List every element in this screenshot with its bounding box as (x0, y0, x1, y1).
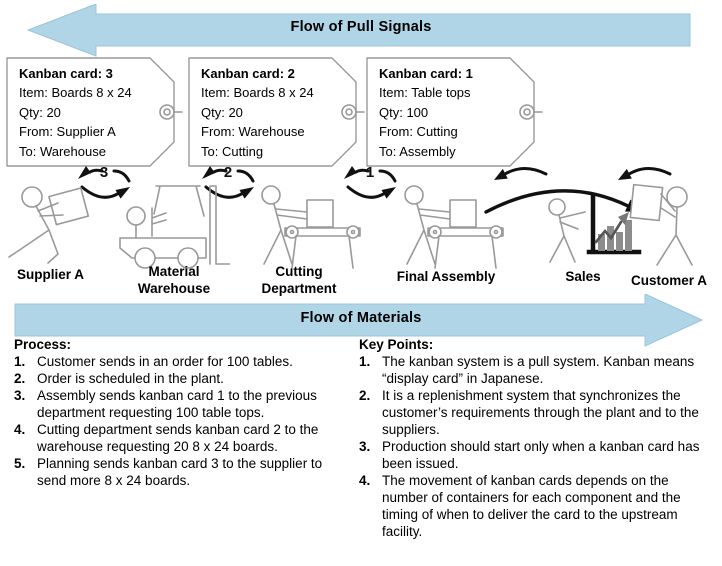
key-points-section (359, 336, 716, 540)
card-qty: Qty: 20 (19, 104, 61, 120)
card-from: From: Supplier A (19, 124, 116, 140)
card-qty: Qty: 20 (201, 104, 243, 120)
pull-signals-label: Flow of Pull Signals (290, 19, 432, 35)
customer-figure (622, 180, 717, 275)
item-text: It is a replenishment system that synchronizes the customer’s requirements through the plant and to the suppliers. (382, 388, 699, 437)
card-from: From: Warehouse (201, 124, 305, 140)
card-qty: Qty: 100 (379, 104, 429, 120)
key-points-heading: Key Points: (359, 337, 434, 352)
card-title: Kanban card: 2 (201, 66, 295, 81)
station-label-assembly: Final Assembly (396, 269, 496, 284)
item-number: 1. (359, 354, 371, 369)
station-label-cutting: Cutting Department (261, 264, 337, 296)
kanban-number-1: 1 (365, 164, 375, 181)
item-text: The kanban system is a pull system. Kanban means “display card” in Japanese. (382, 354, 695, 386)
station-label-supplier: Supplier A (16, 267, 84, 282)
item-text: Cutting department sends kanban card 2 to the warehouse requesting 20 8 x 24 boards. (37, 422, 319, 454)
card-item: Item: Boards 8 x 24 (19, 85, 132, 101)
item-number: 4. (359, 473, 371, 488)
materials-label: Flow of Materials (300, 310, 422, 326)
item-number: 2. (14, 371, 26, 386)
list-item (359, 387, 716, 438)
list-item (14, 370, 354, 387)
station-label-customer: Customer A (630, 273, 707, 288)
kanban-number-3: 3 (99, 164, 109, 181)
kanban-number-2: 2 (223, 164, 233, 181)
list-item (14, 387, 354, 421)
item-text: Assembly sends kanban card 1 to the previous department requesting 100 table tops. (37, 388, 317, 420)
list-item (14, 455, 354, 489)
item-text: Planning sends kanban card 3 to the supplier to send more 8 x 24 boards. (37, 456, 323, 488)
item-text: Customer sends in an order for 100 tables. (37, 354, 293, 369)
card-from: From: Cutting (379, 124, 458, 140)
item-number: 3. (359, 439, 371, 454)
item-number: 5. (14, 456, 26, 471)
station-label-warehouse: Material Warehouse (137, 264, 211, 296)
card-item: Item: Table tops (379, 85, 471, 101)
list-item (14, 421, 354, 455)
process-section (14, 336, 354, 489)
process-heading: Process: (14, 337, 72, 352)
kanban-card-3 (6, 57, 188, 167)
list-item (359, 353, 716, 387)
item-text: The movement of kanban cards depends on the number of containers for each component and the timing of when to deliver the card to the upstream facility. (382, 473, 681, 539)
card-to: To: Cutting (201, 143, 264, 159)
card-to: To: Warehouse (19, 143, 106, 159)
cutting-worker-figure (252, 184, 367, 272)
kanban-card-1 (366, 57, 548, 167)
card-item: Item: Boards 8 x 24 (201, 85, 314, 101)
card-title: Kanban card: 3 (19, 66, 113, 81)
item-text: Order is scheduled in the plant. (37, 371, 224, 386)
list-item (14, 353, 354, 370)
card-to: To: Assembly (379, 143, 456, 159)
card-title: Kanban card: 1 (379, 66, 473, 81)
list-item (359, 472, 716, 540)
forklift-icon (112, 182, 230, 270)
kanban-card-2 (188, 57, 370, 167)
station-label-sales: Sales (565, 269, 601, 284)
assembly-worker-figure (395, 184, 510, 272)
item-number: 1. (14, 354, 26, 369)
list-item (359, 438, 716, 472)
item-number: 2. (359, 388, 371, 403)
item-number: 3. (14, 388, 26, 403)
supplier-figure (2, 183, 107, 268)
item-text: Production should start only when a kanban card has been issued. (382, 439, 700, 471)
item-number: 4. (14, 422, 26, 437)
